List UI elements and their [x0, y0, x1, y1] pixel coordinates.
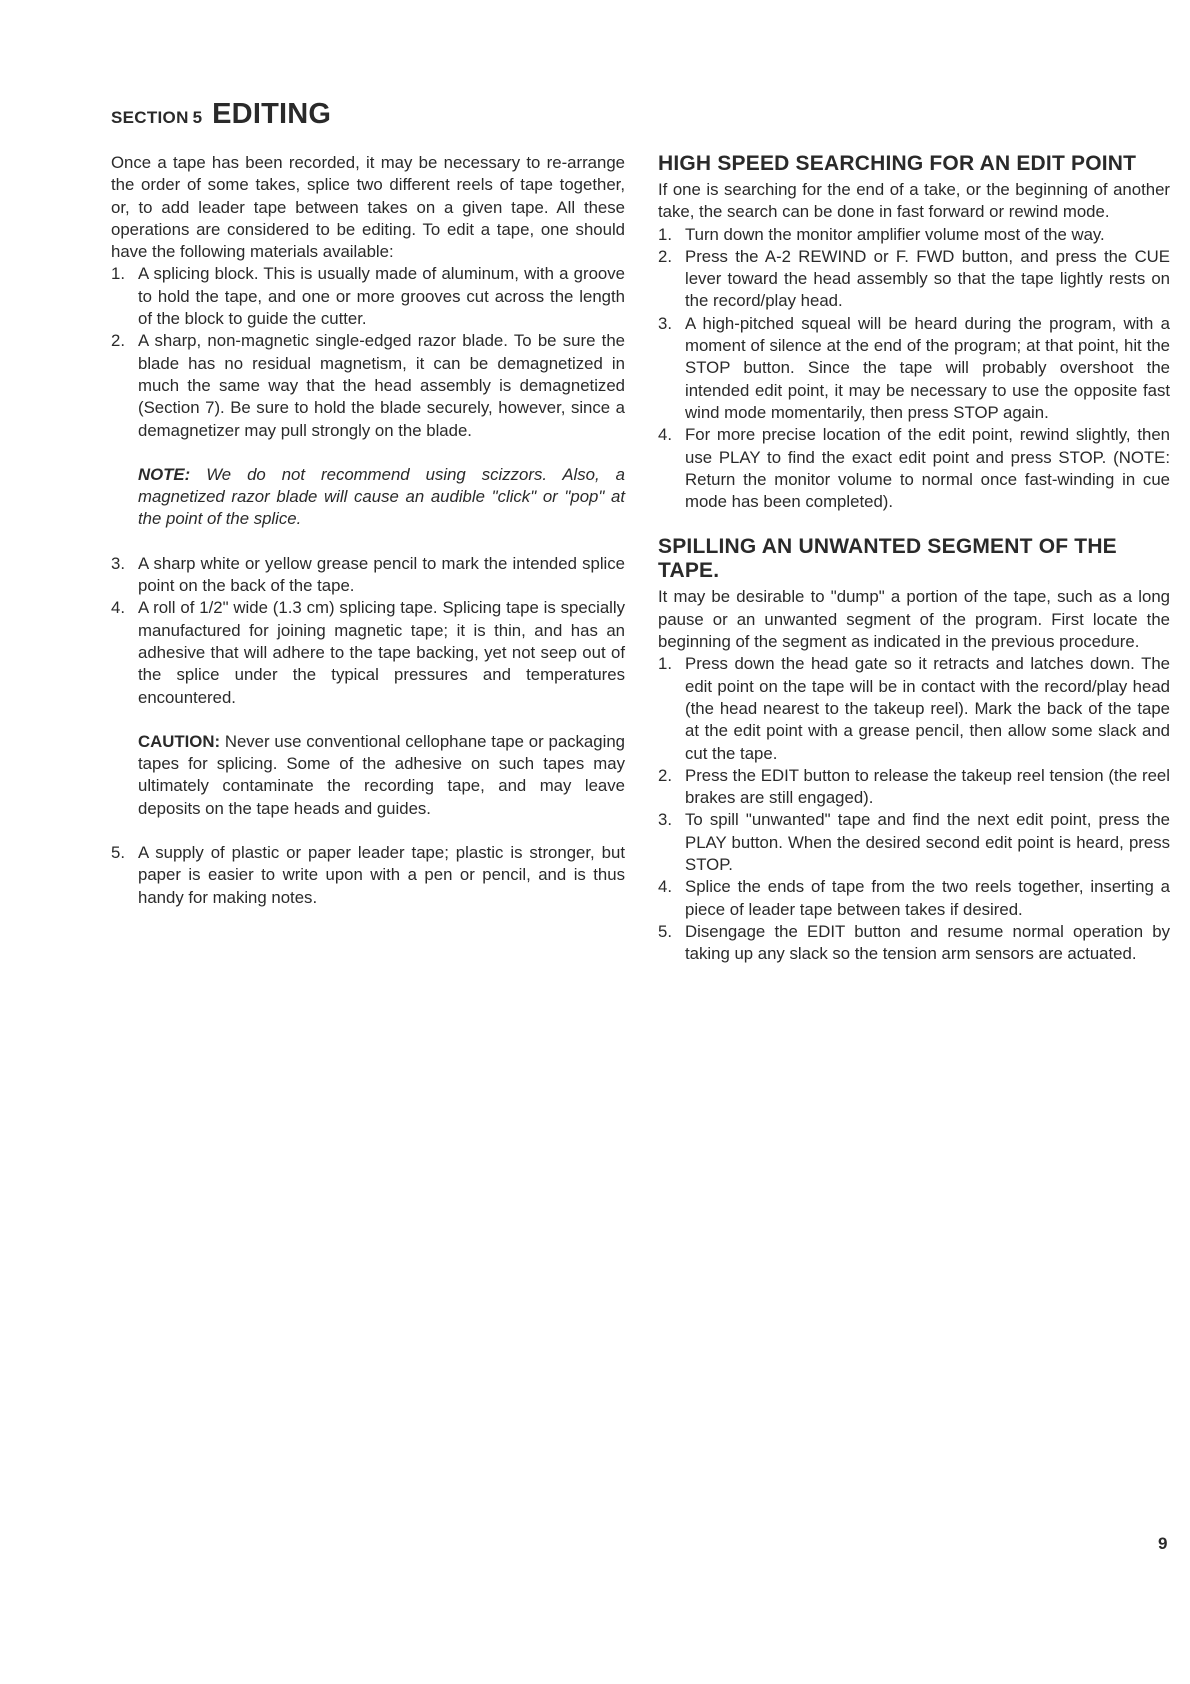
caution-label: CAUTION:: [138, 731, 221, 751]
list-item: 3. A high-pitched squeal will be heard during the program, with a moment of silence at the end of the program; at that point, hit the STOP button. Since the tape will probably overshoot the intended edit point, it may be necessary to use the opposite fast wind mode momentarily, then press STOP again.: [658, 313, 1170, 422]
right-column: [658, 152, 1170, 966]
search-steps: [658, 224, 1170, 514]
list-item: 5. Disengage the EDIT button and resume normal operation by taking up any slack so the tension arm sensors are actuated.: [658, 921, 1170, 964]
caution-text: Never use conventional cellophane tape or packaging tapes for splicing. Some of the adhesive on such tapes may ultimately contaminate the recording tape, and may leave deposits on the tape heads and guides.: [138, 731, 625, 818]
search-intro: If one is searching for the end of a take, or the beginning of another take, the search can be done in fast forward or rewind mode.: [658, 180, 1170, 222]
list-item: 1. Turn down the monitor amplifier volume most of the way.: [658, 224, 1105, 244]
note-block: [138, 464, 625, 531]
list-item: 4. Splice the ends of tape from the two reels together, inserting a piece of leader tape between takes if desired.: [658, 877, 1170, 919]
section-header: [111, 98, 331, 131]
list-item: 4. For more precise location of the edit point, rewind slightly, then use PLAY to find the exact edit point and press STOP. (NOTE: Return the monitor volume to normal once fast-winding in cue mode has been completed).: [658, 425, 1170, 512]
page-title: EDITING: [212, 98, 332, 130]
section-number: 5: [192, 108, 203, 127]
list-item: 2. A sharp, non-magnetic single-edged razor blade. To be sure the blade has no residual magnetism, it can be demagnetized in much the same way that the head assembly is demagnetized (Section 7). Be sure to hold the blade securely, however, since a demagnetizer may pull strongly on the blade.: [111, 331, 625, 440]
heading-high-speed-search: HIGH SPEED SEARCHING FOR AN EDIT POINT: [658, 152, 1137, 175]
intro-paragraph: Once a tape has been recorded, it may be necessary to re-arrange the order of some takes, splice two different reels of tape together, or, to add leader tape between takes on a given tape. All these operations are considered to be editing. To edit a tape, one should have the following materials available:: [111, 153, 625, 262]
list-item: 4. A roll of 1/2" wide (1.3 cm) splicing tape. Splicing tape is specially manufactured for joining magnetic tape; it is thin, and has an adhesive that will adhere to the tape backing, yet not seep out of the splice under the typical pressures and temperatures encountered.: [111, 598, 625, 707]
list-item: 1. A splicing block. This is usually made of aluminum, with a groove to hold the tape, and one or more grooves cut across the length of the block to guide the cutter.: [111, 264, 625, 329]
materials-list-c: [111, 842, 625, 909]
caution-block: [138, 731, 625, 820]
note-text: We do not recommend using scizzors. Also, a magnetized razor blade will cause an audible "click" or "pop" at the point of the splice.: [138, 464, 625, 529]
note-label: NOTE:: [138, 464, 191, 484]
list-item: 1. Press down the head gate so it retracts and latches down. The edit point on the tape will be in contact with the record/play head (the head nearest to the takeup reel). Mark the back of the tape at the edit point with a grease pencil, then allow some slack and cut the tape.: [658, 654, 1170, 763]
spilling-intro: It may be desirable to "dump" a portion of the tape, such as a long pause or an unwanted segment of the program. First locate the beginning of the segment as indicated in the previous procedure.: [658, 587, 1170, 652]
materials-list-b: [111, 553, 625, 709]
left-column: [111, 152, 625, 909]
list-item: 2. Press the A-2 REWIND or F. FWD button, and press the CUE lever toward the head assembly so that the tape lightly rests on the record/play head.: [658, 246, 1170, 311]
materials-list-a: [111, 263, 625, 441]
list-item: 5. A supply of plastic or paper leader tape; plastic is stronger, but paper is easier to write upon with a pen or pencil, and is thus handy for making notes.: [111, 843, 625, 907]
list-item: 2. Press the EDIT button to release the takeup reel tension (the reel brakes are still engaged).: [658, 765, 1170, 808]
spilling-steps: [658, 653, 1170, 965]
heading-spilling-segment: SPILLING AN UNWANTED SEGMENT OF THE TAPE.: [658, 535, 1117, 583]
page-number: 9: [1158, 1534, 1168, 1553]
list-item: 3. A sharp white or yellow grease pencil to mark the intended splice point on the back of the tape.: [111, 553, 625, 596]
section-label: SECTION: [111, 108, 189, 127]
list-item: 3. To spill "unwanted" tape and find the next edit point, press the PLAY button. When the desired second edit point is heard, press STOP.: [658, 810, 1170, 875]
